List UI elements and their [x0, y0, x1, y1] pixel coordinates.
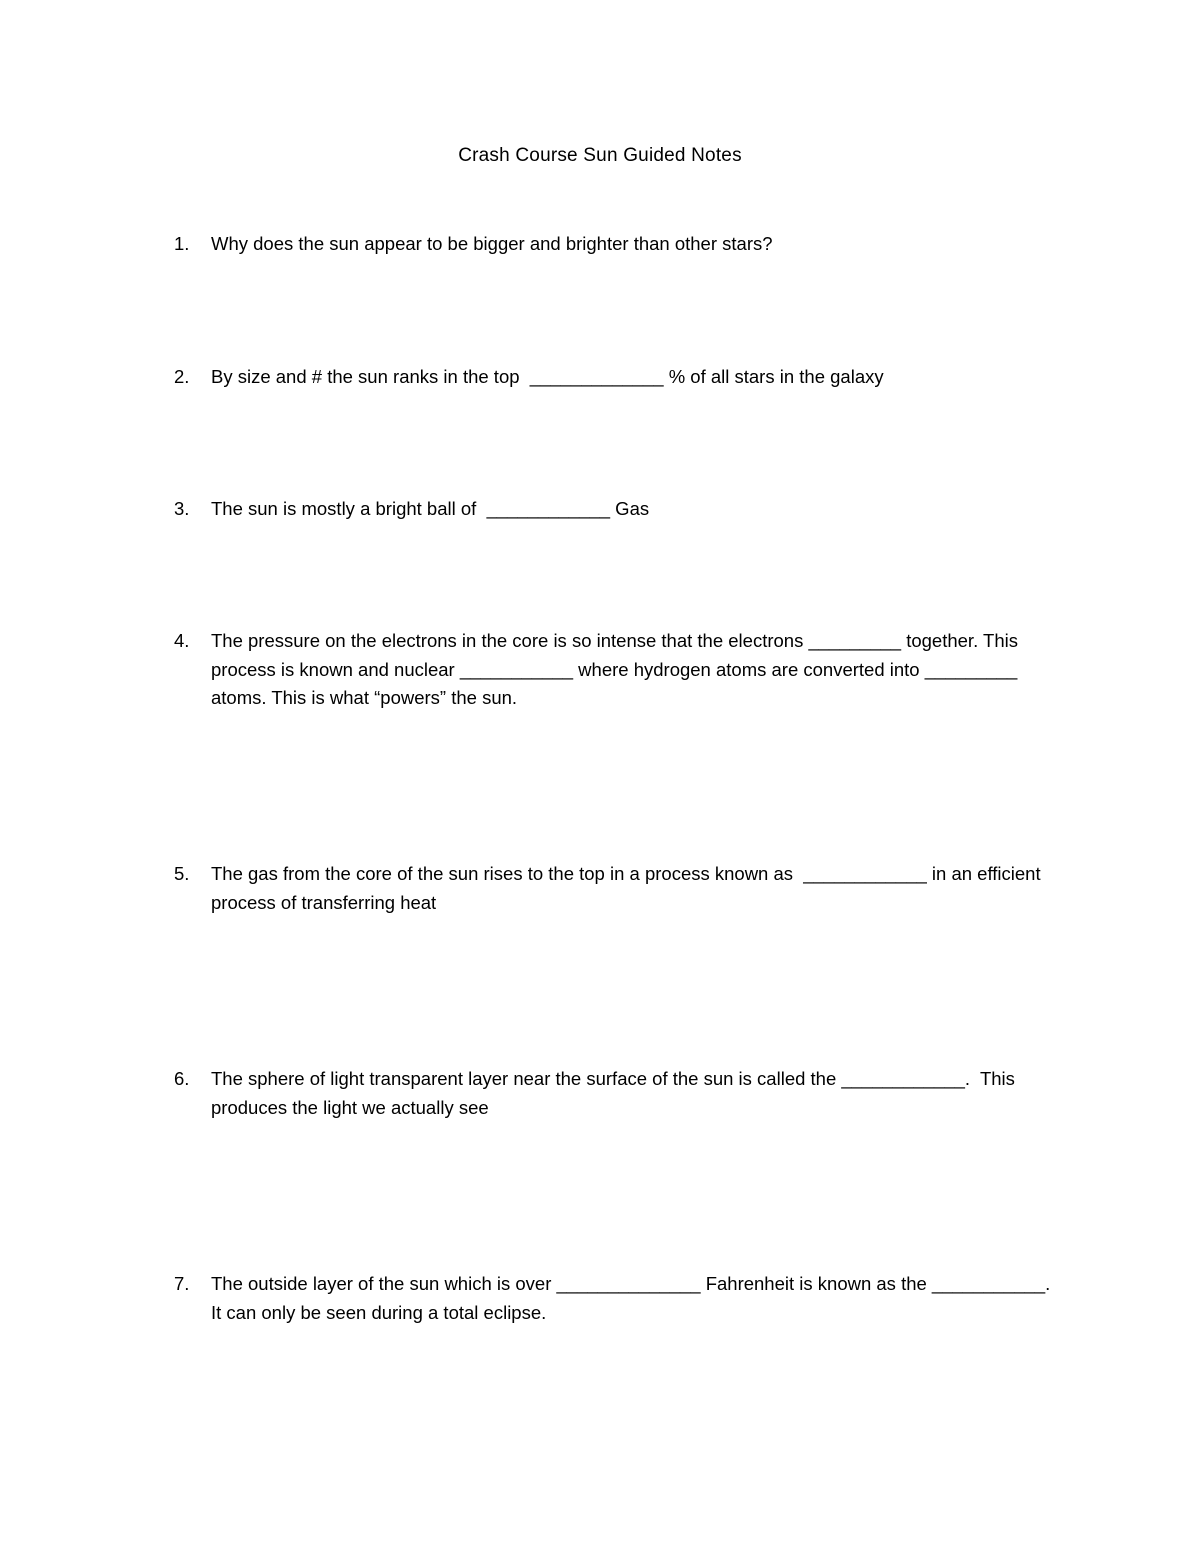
question-number: 6. [174, 1068, 190, 1089]
page-title: Crash Course Sun Guided Notes [458, 145, 742, 166]
question-3 [174, 495, 1064, 609]
question-text: The sphere of light transparent layer near the surface of the sun is called the ____________. This produces the light we actually see [211, 1068, 1021, 1118]
question-number: 1. [174, 233, 190, 254]
question-4 [174, 627, 1064, 741]
question-text: The pressure on the electrons in the core is so intense that the electrons _________ together. This process is known and nuclear ___________ where hydrogen atoms are converted into _________ atoms. This is what “powers” the sun. [211, 630, 1024, 708]
question-text: Why does the sun appear to be bigger and brighter than other stars? [211, 233, 773, 254]
question-5 [174, 860, 1064, 974]
question-6 [174, 1065, 1064, 1179]
question-2 [174, 363, 1064, 477]
question-number: 3. [174, 498, 190, 519]
question-number: 5. [174, 863, 190, 884]
question-number: 2. [174, 366, 190, 387]
question-1 [174, 230, 1064, 344]
question-number: 4. [174, 630, 190, 651]
question-number: 7. [174, 1273, 190, 1294]
question-text: The outside layer of the sun which is over ______________ Fahrenheit is known as the ___________. It can only be seen during a total eclipse. [211, 1273, 1061, 1323]
question-7 [174, 1270, 1064, 1384]
question-text: The gas from the core of the sun rises to the top in a process known as ____________ in an efficient process of transferring heat [211, 863, 1046, 913]
question-text: By size and # the sun ranks in the top _____________ % of all stars in the galaxy [211, 366, 884, 387]
question-text: The sun is mostly a bright ball of ____________ Gas [211, 498, 650, 519]
